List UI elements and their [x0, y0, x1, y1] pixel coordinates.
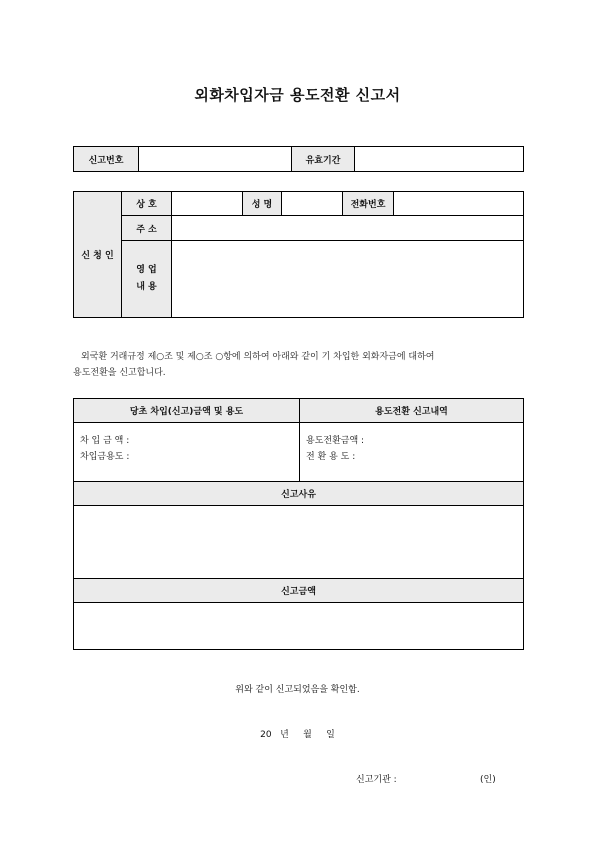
report-number-field[interactable]: [139, 147, 292, 172]
paragraph-line-1: 외국환 거래규정 제○조 및 제○조 ○항에 의하여 아래와 같이 기 차입한 외화자금에 대하여: [81, 352, 435, 362]
address-field[interactable]: [172, 216, 524, 241]
organization-label: 신고기관 :: [356, 775, 397, 785]
business-label: [122, 241, 172, 318]
address-label: 주 소: [122, 216, 172, 241]
paragraph-line-2: 용도전환을 신고합니다.: [73, 368, 166, 378]
amount-field[interactable]: [74, 603, 524, 650]
reason-header: 신고사유: [74, 482, 524, 506]
seal-label: (인): [480, 775, 496, 785]
phone-field[interactable]: [394, 192, 524, 216]
conversion-amount-label: 용도전환금액 :: [306, 436, 365, 446]
confirmation-text: 위와 같이 신고되었음을 확인함.: [235, 685, 360, 695]
business-label-line2: 내 용: [136, 282, 157, 292]
conversion-details[interactable]: [300, 423, 524, 482]
business-label-line1: 영 업: [136, 265, 157, 275]
original-purpose-label: 차입금용도 :: [80, 452, 130, 462]
declaration-paragraph: [73, 349, 525, 381]
form-title: 외화차입자금 용도전환 신고서: [194, 86, 401, 104]
name-label: 성 명: [243, 192, 282, 216]
validity-field[interactable]: [355, 147, 524, 172]
company-field[interactable]: [172, 192, 243, 216]
amount-header: 신고금액: [74, 579, 524, 603]
report-info-table: [73, 146, 524, 172]
reason-field[interactable]: [74, 506, 524, 579]
business-field[interactable]: [172, 241, 524, 318]
original-amount-label: 차 입 금 액 :: [80, 436, 130, 446]
original-header: 당초 차입(신고)금액 및 용도: [74, 399, 300, 423]
conversion-header: 용도전환 신고내역: [300, 399, 524, 423]
applicant-section-label: 신 청 인: [74, 192, 122, 318]
phone-label: 전화번호: [343, 192, 394, 216]
name-field[interactable]: [282, 192, 343, 216]
validity-label: 유효기간: [292, 147, 355, 172]
report-number-label: 신고번호: [74, 147, 139, 172]
original-details[interactable]: [74, 423, 300, 482]
applicant-table: [73, 191, 524, 318]
date-line: 20 년 월 일: [260, 730, 335, 740]
conversion-purpose-label: 전 환 용 도 :: [306, 452, 356, 462]
company-label: 상 호: [122, 192, 172, 216]
details-table: [73, 398, 524, 650]
